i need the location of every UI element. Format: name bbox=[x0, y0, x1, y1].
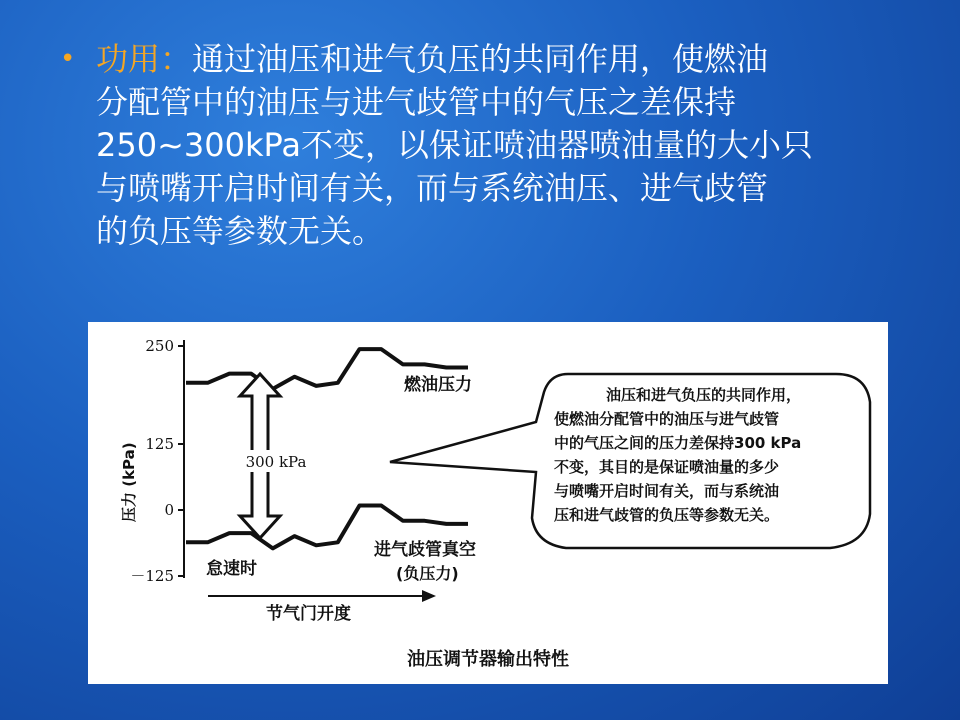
y-tick-label-125: 125 bbox=[145, 435, 174, 453]
x-axis-arrow-head bbox=[422, 590, 436, 602]
y-tick-label-0: 0 bbox=[164, 501, 174, 519]
x-axis-label: 节气门开度 bbox=[266, 604, 351, 624]
fuel-pressure-label: 燃油压力 bbox=[404, 375, 472, 395]
regulator-chart bbox=[88, 322, 888, 684]
bullet-block bbox=[60, 38, 900, 253]
bullet-line-3: 250~300kPa不变，以保证喷油器喷油量的大小只 bbox=[96, 126, 813, 164]
callout-line-2: 使燃油分配管中的油压与进气歧管 bbox=[554, 410, 780, 428]
y-tick-label-250: 250 bbox=[145, 337, 174, 355]
vacuum-sub-label: (负压力) bbox=[396, 564, 459, 583]
callout-line-1: 油压和进气负压的共同作用， bbox=[606, 386, 802, 404]
regulator-figure bbox=[88, 322, 888, 684]
y-tick-label-neg125: －125 bbox=[130, 567, 174, 585]
bullet-line-2: 分配管中的油压与进气歧管中的气压之差保持 bbox=[96, 83, 737, 121]
vacuum-label: 进气歧管真空 bbox=[374, 540, 476, 560]
callout-line-5: 与喷嘴开启时间有关，而与系统油 bbox=[554, 482, 780, 500]
gap-label: 300 kPa bbox=[245, 453, 307, 471]
figure-caption: 油压调节器输出特性 bbox=[407, 649, 569, 670]
y-axis-label: 压力 (kPa) bbox=[120, 442, 138, 522]
bullet-body bbox=[96, 38, 900, 253]
callout-line-4: 不变，其目的是保证喷油量的多少 bbox=[554, 458, 780, 476]
bullet-line-4: 与喷嘴开启时间有关，而与系统油压、进气歧管 bbox=[96, 169, 769, 207]
bullet-dot-icon: • bbox=[60, 44, 76, 74]
callout-line-6: 压和进气歧管的负压等参数无关。 bbox=[554, 506, 780, 524]
bullet-line-1: 通过油压和进气负压的共同作用，使燃油 bbox=[192, 40, 769, 78]
callout-line-3: 中的气压之间的压力差保持300 kPa bbox=[554, 434, 802, 452]
bullet-lead: 功用： bbox=[96, 40, 193, 78]
idle-label: 怠速时 bbox=[206, 559, 257, 579]
bullet-line-5: 的负压等参数无关。 bbox=[96, 212, 385, 250]
